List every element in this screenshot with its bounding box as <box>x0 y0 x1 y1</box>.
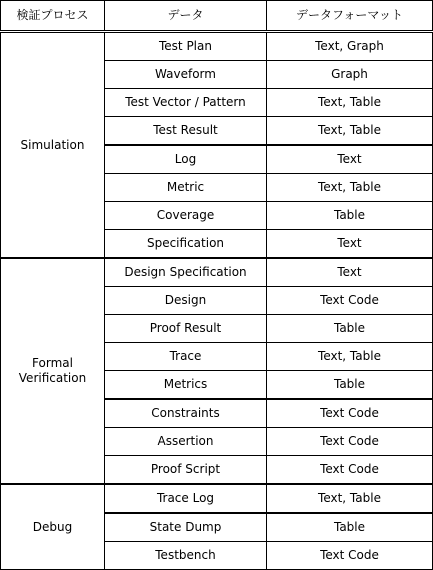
header-row <box>1 1 433 32</box>
format-cell: Text Code <box>267 542 433 570</box>
header-format: データフォーマット <box>267 1 433 32</box>
format-cell: Text <box>267 145 433 174</box>
header-data: データ <box>105 1 267 32</box>
format-cell: Table <box>267 202 433 230</box>
format-cell: Text Code <box>267 287 433 315</box>
table-row <box>1 484 433 513</box>
data-cell: Trace <box>105 343 267 371</box>
process-formal-verification: Formal Verification <box>1 258 105 484</box>
format-cell: Graph <box>267 61 433 89</box>
data-cell: Waveform <box>105 61 267 89</box>
data-cell: Proof Result <box>105 315 267 343</box>
data-cell: Metrics <box>105 371 267 400</box>
format-cell: Text, Table <box>267 117 433 146</box>
process-debug: Debug <box>1 484 105 570</box>
process-simulation: Simulation <box>1 32 105 259</box>
data-cell: Test Result <box>105 117 267 146</box>
format-cell: Text <box>267 230 433 259</box>
table-row <box>1 258 433 287</box>
data-cell: Specification <box>105 230 267 259</box>
format-cell: Table <box>267 315 433 343</box>
format-cell: Text Code <box>267 399 433 428</box>
table-row <box>1 32 433 61</box>
data-cell: Constraints <box>105 399 267 428</box>
format-cell: Text <box>267 258 433 287</box>
data-cell: State Dump <box>105 513 267 542</box>
format-cell: Table <box>267 371 433 400</box>
data-cell: Design <box>105 287 267 315</box>
header-process: 検証プロセス <box>1 1 105 32</box>
data-cell: Design Specification <box>105 258 267 287</box>
data-cell: Log <box>105 145 267 174</box>
data-cell: Assertion <box>105 428 267 456</box>
data-cell: Metric <box>105 174 267 202</box>
format-cell: Text, Table <box>267 343 433 371</box>
data-cell: Trace Log <box>105 484 267 513</box>
format-cell: Text, Table <box>267 174 433 202</box>
format-cell: Text Code <box>267 456 433 485</box>
data-cell: Coverage <box>105 202 267 230</box>
format-cell: Table <box>267 513 433 542</box>
format-cell: Text Code <box>267 428 433 456</box>
data-cell: Test Plan <box>105 32 267 61</box>
format-cell: Text, Table <box>267 89 433 117</box>
data-cell: Proof Script <box>105 456 267 485</box>
format-cell: Text, Table <box>267 484 433 513</box>
data-cell: Test Vector / Pattern <box>105 89 267 117</box>
format-cell: Text, Graph <box>267 32 433 61</box>
data-cell: Testbench <box>105 542 267 570</box>
